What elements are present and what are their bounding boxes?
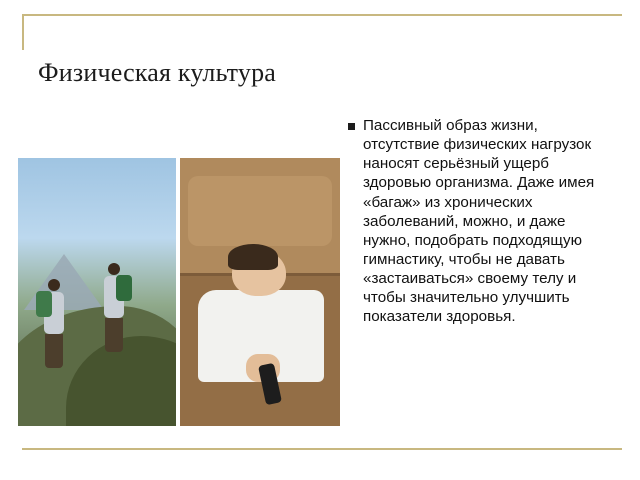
hiker-figure-left [44, 279, 64, 368]
bottom-rule-decoration [22, 448, 622, 450]
hiker-head [48, 279, 60, 291]
square-bullet-icon [348, 123, 355, 130]
couch-cushion-shape [188, 176, 332, 246]
list-item [348, 116, 616, 327]
backpack-shape [116, 275, 132, 301]
image-group [18, 158, 340, 426]
hiker-legs [105, 318, 123, 352]
top-rule-decoration [22, 14, 622, 16]
person-hair-shape [228, 244, 278, 270]
hiker-legs [45, 334, 63, 368]
hikers-photo [18, 158, 176, 426]
body-text-block [348, 116, 616, 327]
left-rule-decoration [22, 14, 24, 50]
bullet-text: Пассивный образ жизни, отсутствие физических нагрузок наносят серьёзный ущерб здоровью организма. Даже имея «багаж» из хронических заболеваний, можно, и даже нужно, подобрать подходящую гимнастику, чтобы не давать «застаиваться» своему телу и чтобы значительно улучшить показатели здоровья. [363, 117, 595, 326]
hiker-figure-right [104, 263, 124, 352]
page-title: Физическая культура [38, 58, 277, 87]
hiker-head [108, 263, 120, 275]
man-on-couch-photo [180, 158, 340, 426]
backpack-shape [36, 291, 52, 317]
